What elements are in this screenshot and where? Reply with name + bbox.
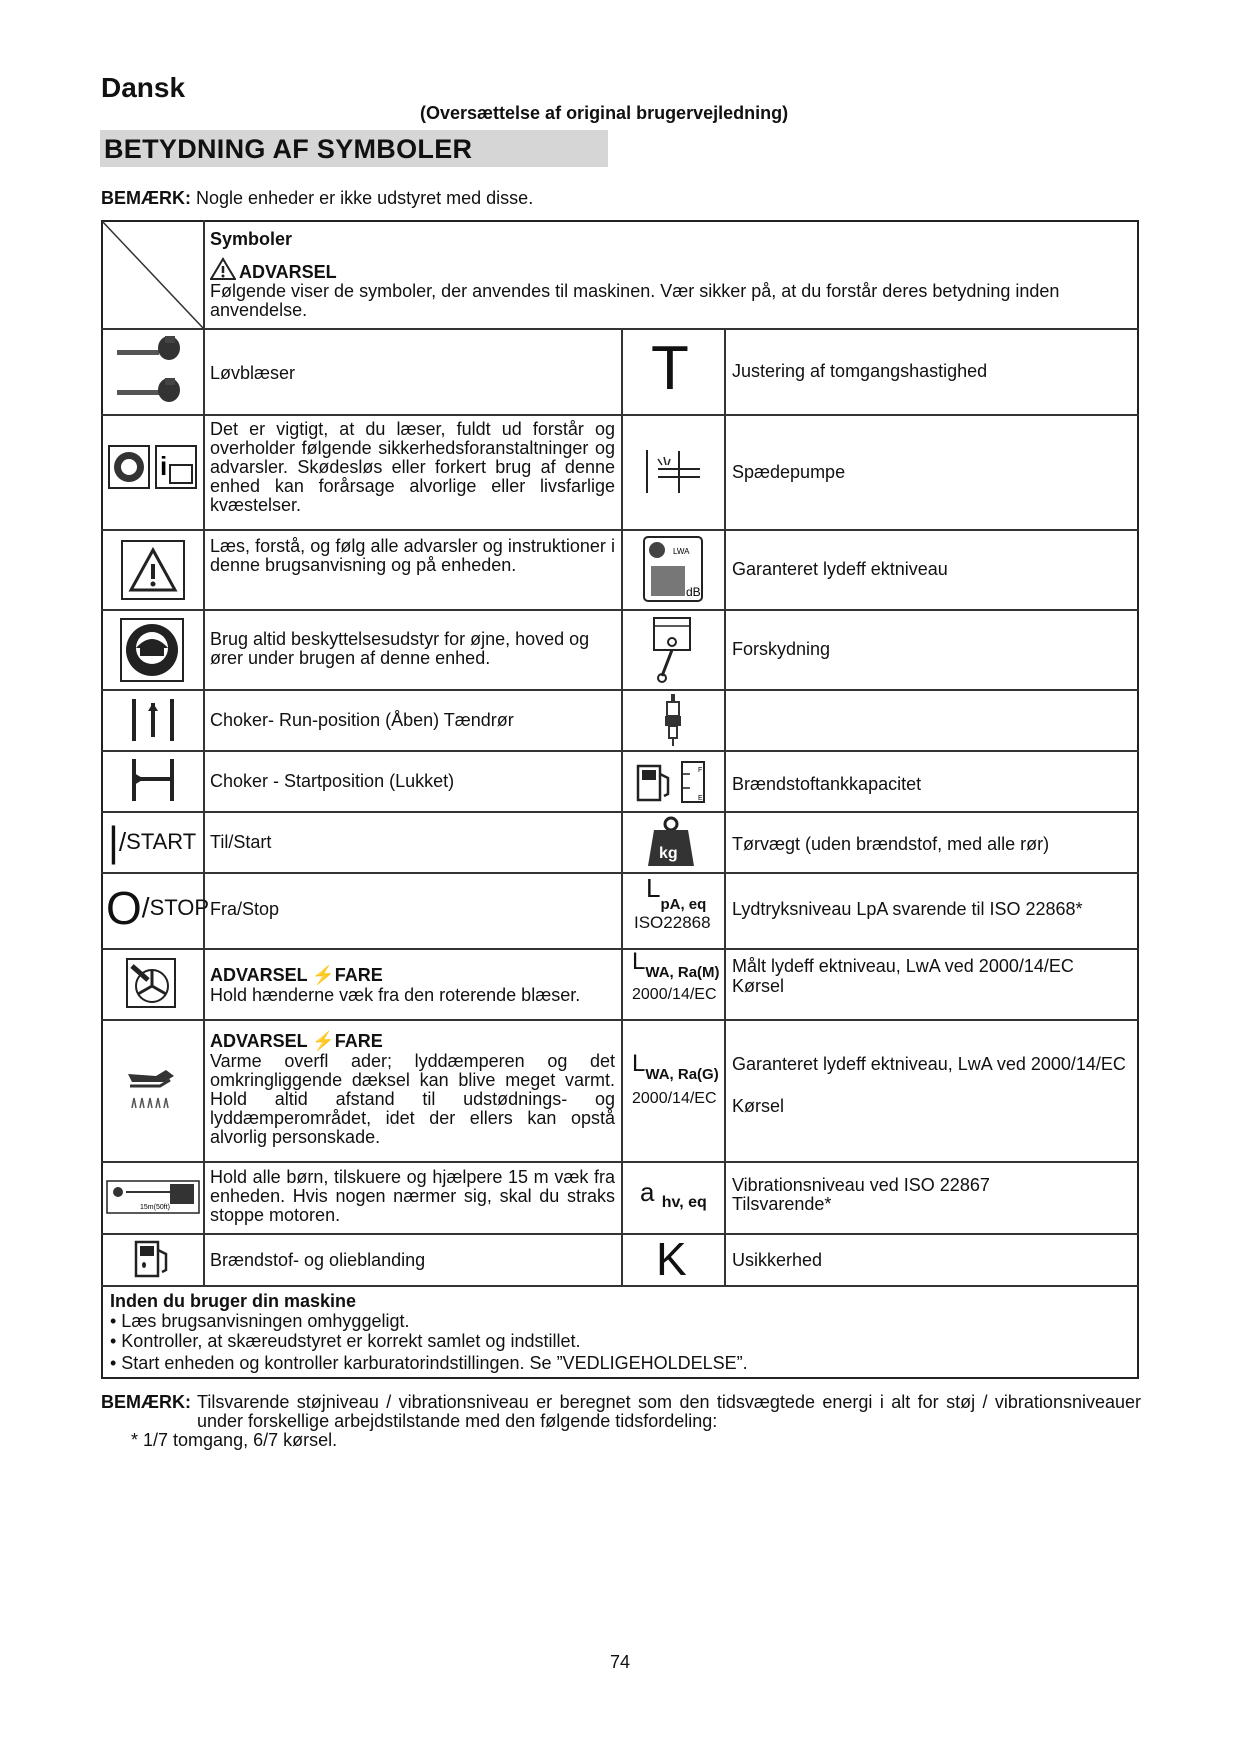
weight-icon-label: kg: [659, 845, 678, 862]
protection-equipment-icon: [120, 618, 184, 682]
keep-distance-icon: [106, 1180, 200, 1214]
weight-icon: [646, 816, 696, 868]
primer-pump-icon: [644, 445, 704, 495]
header-warning-text: Følgende viser de symboler, der anvendes til maskinen. Vær sikker på, at du forstår deres betydning inden anvendelse.: [210, 281, 1060, 320]
lwag-standard: 2000/14/EC: [632, 1090, 717, 1107]
rotating-fan-warning-icon: [126, 958, 176, 1008]
stop-text: Fra/Stop: [210, 899, 280, 919]
displacement-text: Forskydning: [732, 639, 831, 659]
read-warnings-icon: [121, 540, 185, 600]
rotating-warning-text: Hold hænderne væk fra den roterende blæser.: [210, 985, 581, 1005]
before-use-title: Inden du bruger din maskine: [110, 1291, 357, 1311]
uncertainty-text: Usikkerhed: [732, 1250, 823, 1270]
fuel-icon-f: F: [698, 767, 703, 774]
lpa-symbol: $L_{pA, eq}$: [646, 873, 707, 913]
lwag-text: Garanteret lydeff ektniveau, LwA ved 2000/14/EC: [732, 1054, 1126, 1074]
lwam-text: Målt lydeff ektniveau, LwA ved 2000/14/EC: [732, 956, 1074, 976]
hot-surface-icon: [126, 1066, 178, 1110]
weight-text: Tørvægt (uden brændstof, med alle rør): [732, 834, 1050, 854]
leaf-blower-icon: [115, 334, 191, 410]
spark-plug-icon: [662, 694, 684, 746]
displacement-icon: [650, 616, 694, 684]
note-text: Nogle enheder er ikke udstyret med disse.: [196, 188, 534, 208]
lwam-symbol: $L_{WA, Ra(M)}$: [632, 948, 720, 981]
distance-text: Hold alle børn, tilskuere og hjælpere 15 m væk fra enheden. Hvis nogen nærmer sig, skal du straks stoppe motoren.: [210, 1167, 615, 1225]
bottom-note: [101, 1393, 1141, 1450]
start-icon-label: START: [126, 829, 197, 855]
page-number: 74: [610, 1652, 631, 1672]
lwag-symbol: $L_{WA, Ra(G)}$: [632, 1050, 719, 1083]
fuel-tank-text: Brændstoftankkapacitet: [732, 774, 922, 794]
fuel-oil-mix-icon: [134, 1238, 174, 1280]
lpa-text: Lydtryksniveau LpA svarende til ISO 22868*: [732, 899, 1083, 919]
section-heading: BETYDNING AF SYMBOLER: [104, 134, 473, 164]
ahv-text-2: Tilsvarende*: [732, 1194, 832, 1214]
header-warning-label: ADVARSEL: [239, 262, 337, 282]
start-text: Til/Start: [210, 832, 272, 852]
ahv-text: Vibrationsniveau ved ISO 22867: [732, 1175, 990, 1195]
idle-t-icon: T: [651, 334, 689, 403]
warning-triangle-icon: [210, 257, 236, 281]
lwag-text-2: Kørsel: [732, 1096, 785, 1116]
choke-run-text: Choker- Run-position (Åben) Tændrør: [210, 710, 514, 730]
choke-start-icon: [130, 757, 176, 803]
note-label: BEMÆRK:: [101, 188, 191, 208]
blower-text: Løvblæser: [210, 363, 296, 383]
table-header-title: Symboler: [210, 229, 293, 249]
guaranteed-noise-icon: [643, 536, 703, 602]
hot-warning-text: Varme overfl ader; lyddæmperen og det omkringliggende dæksel kan blive meget varmt. Hold altid afstand til udstødnings- og lyddæmperområdet, idet der ellers kan opstå alvorlig personskade.: [210, 1051, 615, 1147]
protection-text: Brug altid beskyttelsesudstyr for øjne, hoved og ører under brugen af denne enhed.: [210, 629, 590, 668]
ahv-symbol: a $_{hv, eq}$: [640, 1177, 707, 1211]
fuel-tank-icon: [636, 760, 712, 804]
before-use-item-1: • Læs brugsanvisningen omhyggeligt.: [110, 1311, 410, 1331]
read-warnings-text: Læs, forstå, og følg alle advarsler og instruktioner i denne brugsanvisning og på enheden.: [210, 536, 615, 575]
lpa-standard: ISO22868: [634, 913, 711, 932]
before-use-item-2: • Kontroller, at skæreudstyret er korrekt samlet og indstillet.: [110, 1331, 581, 1351]
lwa-icon-unit: dB: [686, 585, 701, 599]
note-top: [101, 188, 533, 209]
lwam-standard: 2000/14/EC: [632, 986, 717, 1003]
choke-start-text: Choker - Startposition (Lukket): [210, 771, 455, 791]
read-manual-text: Det er vigtigt, at du læser, fuldt ud forstår og overholder følgende sikkerhedsforanstaltninger og advarsler. Skødesløs eller forkert brug af denne enhed kan forårsage alvorlige eller livsfarlige kvæstelser.: [210, 419, 615, 515]
guaranteed-noise-text: Garanteret lydeff ektniveau: [732, 559, 948, 579]
bottom-note-label: BEMÆRK:: [101, 1392, 191, 1412]
hot-warning-title: ADVARSEL ⚡FARE: [210, 1031, 383, 1051]
choke-run-icon: [130, 697, 176, 743]
rotating-warning-title: ADVARSEL ⚡FARE: [210, 965, 383, 985]
primer-text: Spædepumpe: [732, 462, 846, 482]
uncertainty-k-icon: K: [656, 1233, 687, 1285]
stop-icon-label: STOP: [149, 895, 210, 921]
lwam-text-2: Kørsel: [732, 976, 785, 996]
header-diagonal: [102, 221, 203, 328]
idle-text: Justering af tomgangshastighed: [732, 361, 988, 381]
fuel-oil-text: Brændstof- og olieblanding: [210, 1250, 426, 1270]
language-title: Dansk: [101, 72, 186, 103]
svg-text:i: i: [160, 451, 168, 481]
distance-icon-label: 15m(50ft): [140, 1204, 170, 1211]
start-icon: |/START: [108, 818, 197, 866]
lwa-icon-label: LWA: [673, 547, 690, 556]
stop-icon: O/STOP: [106, 882, 210, 935]
bottom-note-text: Tilsvarende støjniveau / vibrationsniveau er beregnet som den tidsvægtede energi i alt for støj / vibrationsniveauer under forskellige arbejdstilstande med den følgende tidsfordeling:: [197, 1392, 1141, 1431]
before-use-item-3: • Start enheden og kontroller karburatorindstillingen. Se ”VEDLIGEHOLDELSE”.: [110, 1353, 748, 1373]
fuel-icon-e: E: [698, 795, 703, 802]
translation-subtitle: (Oversættelse af original brugervejledning): [420, 103, 789, 123]
read-manual-icon: [108, 445, 198, 493]
bottom-note-footnote: * 1/7 tomgang, 6/7 kørsel.: [131, 1430, 338, 1450]
